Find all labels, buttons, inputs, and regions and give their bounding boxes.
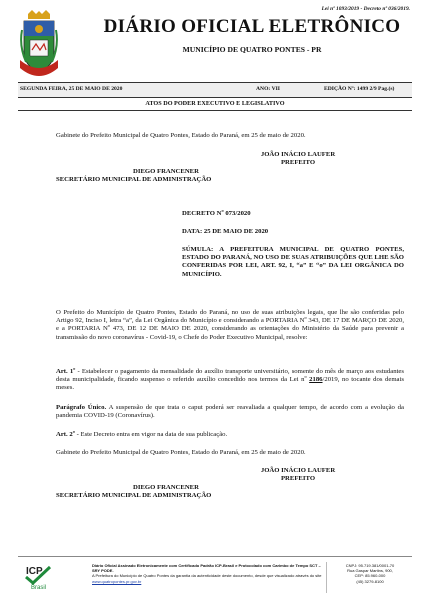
edition-date: SEGUNDA FEIRA, 25 DE MAIO DE 2020: [20, 86, 123, 92]
mayor-name: JOÃO INÁCIO LAUFER: [260, 467, 336, 474]
article-2-text: - Este Decreto entra em vigor na data de sua publicação.: [74, 431, 228, 438]
secretary-title: SECRETÁRIO MUNICIPAL DE ADMINISTRAÇÃO: [56, 492, 212, 500]
mayor-title: PREFEITO: [280, 475, 316, 483]
edition-year: ANO: VII: [256, 86, 280, 92]
edition-info-bar: [18, 82, 412, 98]
mayor-signature: [238, 151, 358, 167]
footer-certification-line: Diário Oficial Assinado Eletronicamente com Certificado Padrão ICP-Brasil e Protocolado com Carimbo de Tempo SCT – SRY PODE.: [92, 563, 321, 574]
sole-paragraph: [56, 404, 404, 420]
svg-text:Brasil: Brasil: [31, 585, 47, 591]
article-2-label: Art. 2º: [56, 431, 75, 438]
article-1: [56, 368, 404, 393]
footer-cnpj: CNPJ: 95.719.381/0001-70: [345, 563, 395, 568]
icp-brasil-logo-icon: [22, 561, 56, 591]
footer-site-link[interactable]: www.quatropontes.pr.gov.br: [92, 578, 142, 584]
article-2: [56, 431, 404, 439]
footer-address: Rua Gaspar Martins, 900,: [347, 568, 393, 574]
law-reference: Lei nº 1093/2019 - Decreto nº 036/2019.: [321, 6, 410, 12]
secretary-name: DIEGO FRANCENER: [133, 484, 199, 491]
section-heading: ATOS DO PODER EXECUTIVO E LEGISLATIVO: [18, 97, 412, 111]
decree-summary: SÚMULA: A PREFEITURA MUNICIPAL DE QUATRO PONTES, ESTADO DO PARANÁ, NO USO DE SUAS ATRIBUIÇÕES QUE LHE SÃO CONFERIDAS POR LEI, ART. 92, I, “a” E “o” DA LEI ORGÂNICA DO MUNICÍPIO.: [182, 246, 404, 278]
sole-paragraph-label: Parágrafo Único.: [56, 404, 107, 411]
sole-paragraph-text: A suspensão de que trata o caput poderá ser reavaliada a qualquer tempo, de acordo com a evolução da pandemia COVID-19 (Coronavírus).: [56, 404, 404, 420]
municipality-subtitle: MUNICÍPIO DE QUATRO PONTES - PR: [182, 45, 322, 54]
svg-text:ICP: ICP: [26, 566, 43, 577]
decree-date: DATA: 25 DE MAIO DE 2020: [182, 228, 269, 235]
footer-phone: (45) 3279-8100: [356, 578, 384, 584]
opening-paragraph: Gabinete do Prefeito Municipal de Quatro Pontes, Estado do Paraná, em 25 de maio de 2020.: [56, 132, 306, 139]
article-1-label: Art. 1º: [56, 368, 76, 375]
footer-authenticity-line: A Prefeitura do Município de Quatro Pontes da garantia da autenticidade deste documento, desde que visualizado através do site www.quatropontes.pr.gov.br: [92, 573, 322, 584]
article-1-text-a: - Estabelecer o pagamento da mensalidade do auxílio transporte universitário, somente do mês de março aos estudantes desta municipalidade, ficando suspenso o referido auxílio concedido nos termos da Lei nº: [56, 368, 404, 384]
article-1-text-b: /2019, no tocante dos demais meses.: [56, 376, 404, 392]
mayor-signature-closing: [238, 467, 358, 483]
municipal-crest-icon: [20, 10, 58, 84]
mayor-name: JOÃO INÁCIO LAUFER: [260, 151, 336, 158]
secretary-signature: [56, 168, 276, 184]
decree-preamble: O Prefeito do Município de Quatro Pontes, Estado do Paraná, no uso de suas atribuições legais, que lhe são conferidas pelo Artigo 92, Inciso I, letra “a”, da Lei Orgânica do Município e considerando a PORTARIA Nº 343, DE 17 DE MARÇO DE 2020, e a PORTARIA Nº 473, DE 12 DE MAIO DE 2020, considerando as orientações do Ministério da Saúde para prevenir a transmissão do novo coronavírus - Covid-19, o Chefe do Poder Executivo Municipal, resolve:: [56, 309, 404, 341]
footer-cep: CEP: 85.960-000: [354, 573, 386, 579]
footer-divider: [18, 556, 412, 557]
footer-contact: [326, 562, 413, 593]
footer-certification: [92, 563, 322, 584]
secretary-title: SECRETÁRIO MUNICIPAL DE ADMINISTRAÇÃO: [56, 176, 212, 184]
decree-number: DECRETO Nº 073/2020: [182, 210, 251, 217]
secretary-signature-closing: [56, 484, 276, 500]
secretary-name: DIEGO FRANCENER: [133, 168, 199, 175]
newspaper-title: DIÁRIO OFICIAL ELETRÔNICO: [103, 16, 401, 37]
edition-number: EDIÇÃO Nº: 1499 2/9 Pag.(s): [324, 86, 395, 92]
mayor-title: PREFEITO: [280, 159, 316, 167]
closing-paragraph: Gabinete do Prefeito Municipal de Quatro Pontes, Estado do Paraná, em 25 de maio de 2020.: [56, 449, 306, 456]
article-1-law-number: 2186: [309, 376, 323, 384]
